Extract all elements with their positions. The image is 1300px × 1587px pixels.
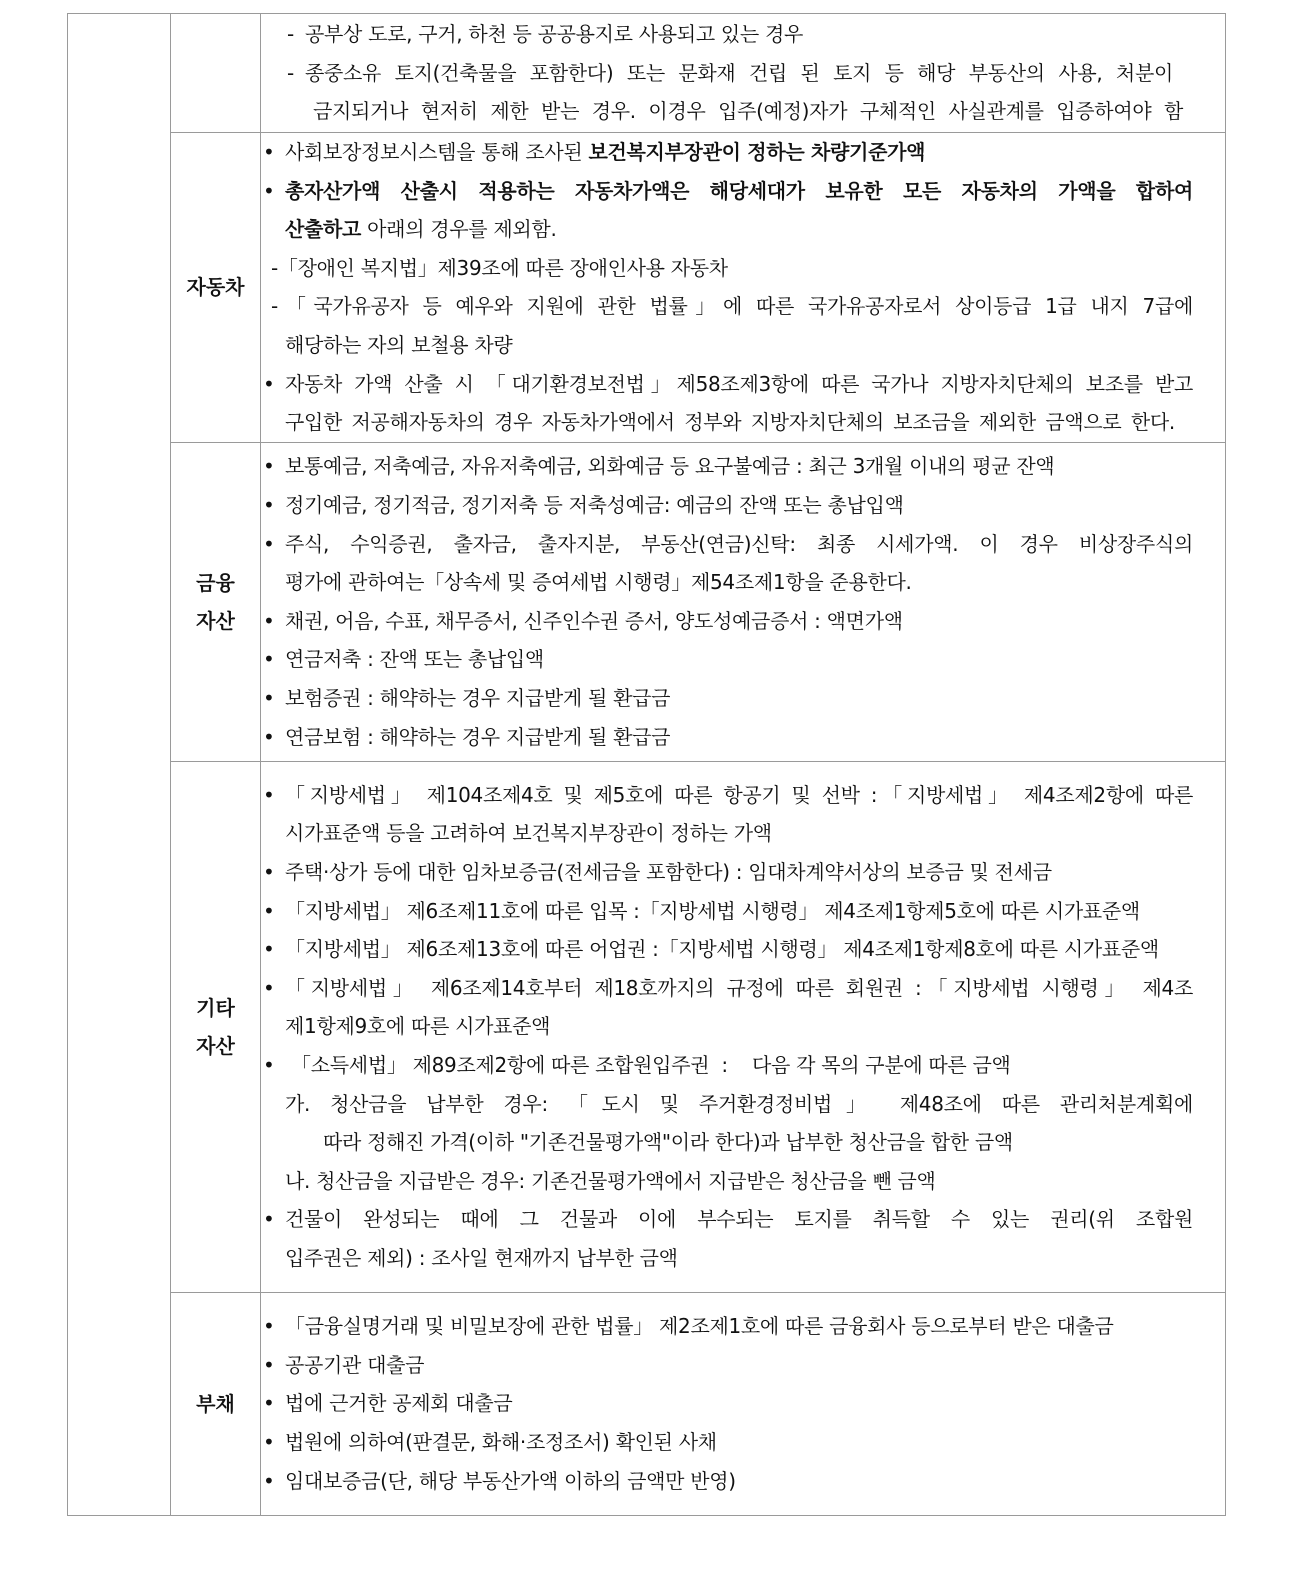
category-cell-empty [171, 14, 261, 133]
list-item: -「장애인 복지법」제39조에 따른 장애인사용 자동차 [271, 255, 728, 280]
list-item: • 법원에 의하여(판결문, 화해·조정조서) 확인된 사채 [261, 1423, 1225, 1462]
category-label-other: 기타 자산 [171, 761, 261, 1292]
list-item: • 보통예금, 저축예금, 자유저축예금, 외화예금 등 요구불예금 : 최근 3개월 이내의 평균 잔액 [261, 447, 1225, 486]
list-item-continued: 제1항제9호에 따른 시가표준액 [285, 1014, 551, 1039]
row-land-continued [68, 14, 1226, 133]
list-item: • 연금보험 : 해약하는 경우 지급받게 될 환급금 [261, 718, 1225, 757]
row-debt [68, 1292, 1226, 1515]
list-item: • 「지방세법」 제6조제14호부터 제18호까지의 규정에 따른 회원권 :「지방세법 시행령」 제4조 [261, 969, 1225, 1008]
list-item-continued: 시가표준액 등을 고려하여 보건복지부장관이 정하는 가액 [285, 821, 772, 846]
list-item: • 공공기관 대출금 [261, 1346, 1225, 1385]
category-label-financial: 금융 자산 [171, 442, 261, 761]
list-item: -「국가유공자 등 예우와 지원에 관한 법률」에 따른 국가유공자로서 상이등급 1급 내지 7급에 [271, 294, 1193, 319]
list-item: • 자동차 가액 산출 시 「대기환경보전법」제58조제3항에 따른 국가나 지방자치단체의 보조를 받고 [261, 365, 1225, 404]
list-item: • 주택·상가 등에 대한 임차보증금(전세금을 포함한다) : 임대차계약서상의 보증금 및 전세금 [261, 853, 1225, 892]
other-assets-body [261, 761, 1226, 1292]
list-item: • 총자산가액 산출시 적용하는 자동차가액은 해당세대가 보유한 모든 자동차의 가액을 합하여 [261, 172, 1225, 211]
list-item: - 종중소유 토지(건축물을 포함한다) 또는 문화재 건립 된 토지 등 해당 부동산의 사용, 처분이 [261, 54, 1225, 93]
car-body [261, 133, 1226, 443]
list-item-continued: 평가에 관하여는「상속세 및 증여세법 시행령」제54조제1항을 준용한다. [285, 570, 912, 595]
list-item-continued: 금지되거나 현저히 제한 받는 경우. 이경우 입주(예정)자가 구체적인 사실관계를 입증하여야 함 [313, 99, 1183, 124]
list-item: • 건물이 완성되는 때에 그 건물과 이에 부수되는 토지를 취득할 수 있는 권리(위 조합원 [261, 1200, 1225, 1239]
sub-item: 나. 청산금을 지급받은 경우: 기존건물평가액에서 지급받은 청산금을 뺀 금액 [285, 1168, 936, 1193]
list-item: • 보험증권 : 해약하는 경우 지급받게 될 환급금 [261, 679, 1225, 718]
category-label-debt: 부채 [171, 1292, 261, 1515]
row-other-assets [68, 761, 1226, 1292]
list-item: • 임대보증금(단, 해당 부동산가액 이하의 금액만 반영) [261, 1462, 1225, 1501]
sub-item-continued: 따라 정해진 가격(이하 "기존건물평가액"이라 한다)과 납부한 청산금을 합한 금액 [323, 1130, 1013, 1155]
row-financial-assets [68, 442, 1226, 761]
category-label-car: 자동차 [171, 133, 261, 443]
list-item-continued: 해당하는 자의 보철용 차량 [285, 332, 513, 357]
list-item: • 「지방세법」 제6조제11호에 따른 입목 :「지방세법 시행령」 제4조제1항제5호에 따른 시가표준액 [261, 892, 1225, 931]
outer-category-cell [68, 14, 171, 1516]
list-item: - 공부상 도로, 구거, 하천 등 공공용지로 사용되고 있는 경우 [261, 15, 1225, 54]
list-item: • 정기예금, 정기적금, 정기저축 등 저축성예금: 예금의 잔액 또는 총납입액 [261, 486, 1225, 525]
financial-body [261, 442, 1226, 761]
row-car [68, 133, 1226, 443]
debt-body [261, 1292, 1226, 1515]
list-item: • 채권, 어음, 수표, 채무증서, 신주인수권 증서, 양도성예금증서 : 액면가액 [261, 602, 1225, 641]
list-item: • 「지방세법」 제6조제13호에 따른 어업권 :「지방세법 시행령」 제4조제1항제8호에 따른 시가표준액 [261, 930, 1225, 969]
list-item: • 연금저축 : 잔액 또는 총납입액 [261, 640, 1225, 679]
list-item-continued: 구입한 저공해자동차의 경우 자동차가액에서 정부와 지방자치단체의 보조금을 제외한 금액으로 한다. [285, 410, 1175, 435]
list-item: • 주식, 수익증권, 출자금, 출자지분, 부동산(연금)신탁: 최종 시세가액. 이 경우 비상장주식의 [261, 525, 1225, 564]
list-item-continued: 입주권은 제외) : 조사일 현재까지 납부한 금액 [285, 1246, 678, 1271]
list-item: • 법에 근거한 공제회 대출금 [261, 1384, 1225, 1423]
list-item: • 「금융실명거래 및 비밀보장에 관한 법률」 제2조제1호에 따른 금융회사 등으로부터 받은 대출금 [261, 1307, 1225, 1346]
list-item: • 「지방세법」 제104조제4호 및 제5호에 따른 항공기 및 선박 :「지방세법」 제4조제2항에 따른 [261, 776, 1225, 815]
land-exception-body [261, 14, 1226, 133]
asset-criteria-table [67, 13, 1226, 1516]
sub-item: 가. 청산금을 납부한 경우: 「도시 및 주거환경정비법」 제48조에 따른 관리처분계획에 [285, 1091, 1193, 1116]
list-item-continued: 산출하고 아래의 경우를 제외함. [285, 217, 557, 242]
list-item: • 「소득세법」 제89조제2항에 따른 조합원입주권 : 다음 각 목의 구분에 따른 금액 [261, 1046, 1225, 1085]
list-item: • 사회보장정보시스템을 통해 조사된 보건복지부장관이 정하는 차량기준가액 [261, 133, 1225, 172]
